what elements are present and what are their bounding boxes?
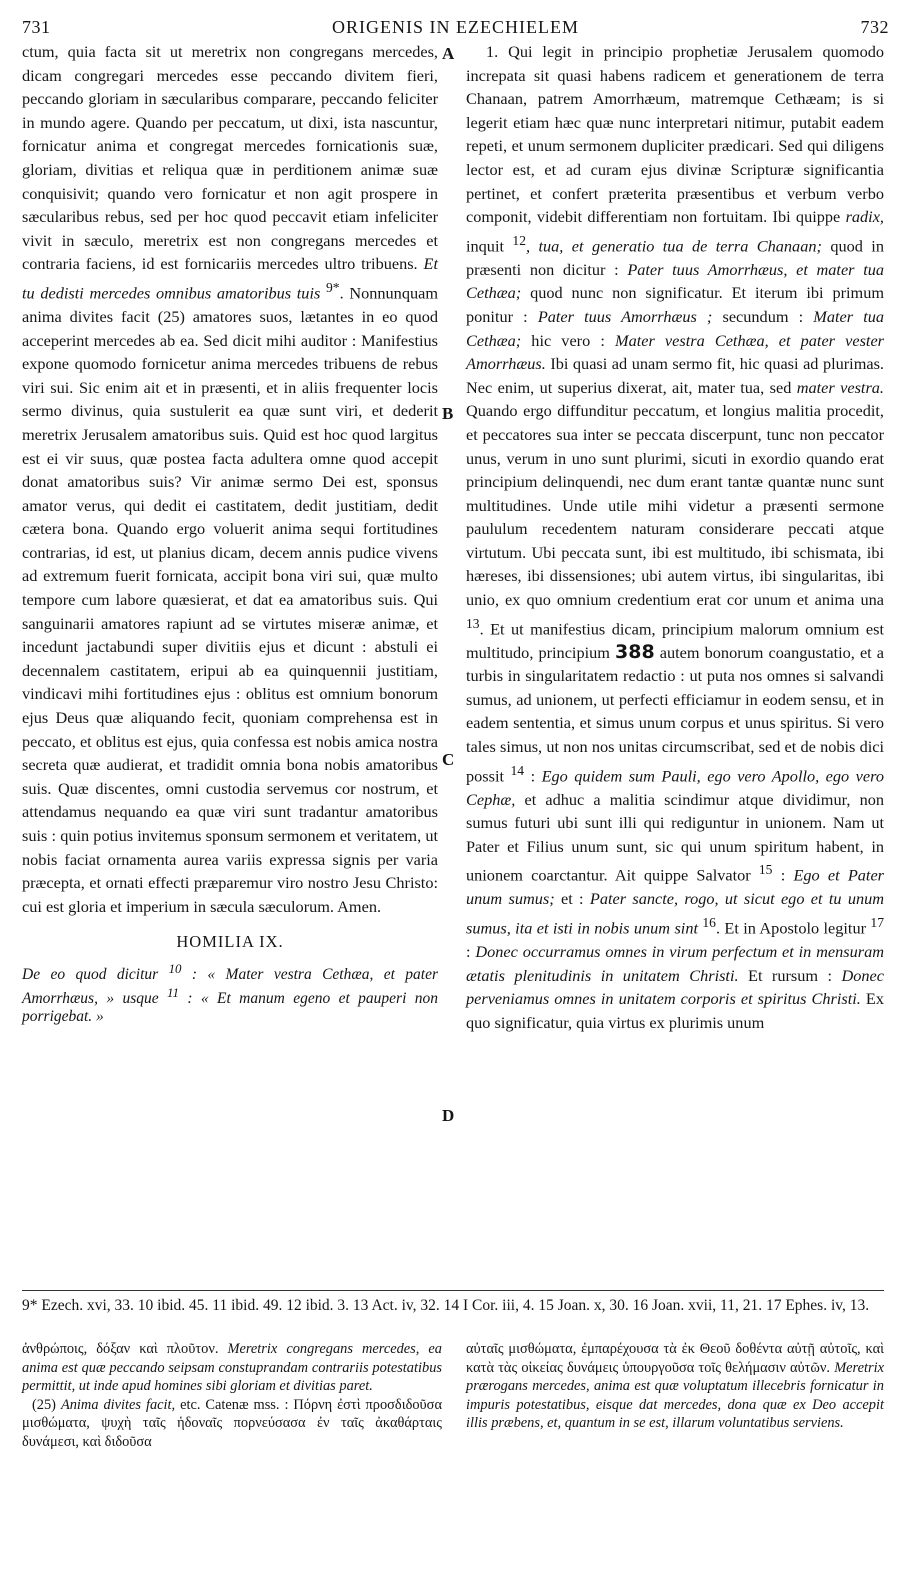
footnote-rule [22,1290,884,1291]
homily-title: HOMILIA IX. [176,932,284,952]
running-title: ORIGENIS IN EZECHIELEM [332,16,579,37]
footnote-ref: 17 [870,915,884,931]
margin-letter-b: B [442,404,454,423]
footnotes: 9* Ezech. xvi, 33. 10 ibid. 45. 11 ibid. 49. 12 ibid. 3. 13 Act. iv, 32. 14 I Cor. iii, 4. 15 Joan. x, 30. 16 Joan. xvii, 11, 21. 17 Ephes. iv, 13. [22,1297,870,1314]
column-number-388: 388 [615,640,655,663]
homily-subtitle: De eo quod dicitur $^{10}$ : « Mater vestra Cethæa, et pater Amorrhæus, » usque $^{11}$ : « Et manum egeno et pauperi non porrigebat. » [22,960,439,1026]
left-paragraph: ctum, quia facta sit ut meretrix non congregans mercedes, dicam congregari mercedes esse peccando divitem fieri, peccando gloriam in sæcularibus comparare, peccando feliciter in mundo agere. Quando per peccatum, ut dixi, ista nascuntur, fornicatur anima et congregat mercedes fornicationis suæ, gloriam, divitias et reliqua quæ in perditionem animæ suæ conquisivit; quando vero fornicatur et non agit prospere in sæcularibus rebus, sed per hoc quod peccavit etiam infeliciter vivit in sæculo, meretrix est non congregans mercedes et contraria faciens, id est fornicariis mercedes ultro tribuens. Et tu dedisti mercedes omnibus amatoribus tuis $^{9*}$. Nonnunquam anima divites facit (25) amatores suos, lætantes in eo quod acceperint mercedes ab ea. Sed dicit mihi auditor : Manifestius expone quomodo fornicetur anima mercedes tribuens de rebus viri sui. Sic enim ait et in præsenti, et in aliis frequenter locis sermo divinus, quia sustulerit ea quæ sunt viri, et dederit meretrix Jerusalem amatoribus suis. Quid est hoc quod largitus est ei vir suus, quæ postea facta adultera omne quod accepit donat amatoribus suis? Vir animæ sermo Dei est, sponsus amator verus, qui dedit ei castitatem, dedit justitiam, dedit cætera bona. Quando ergo voluerit anima sequi fortitudines contrarias, id est, ut planius dicam, decem annis pudice vivens ad extremum fuerit fornicata, accipit bona viri sui, quæ multo tempore cum labore quæsierat, et dat ea amatoribus suis. Qui sanguinarii amatores rapiunt ad se virtutes miseræ animæ, et incedunt jactabundi super divitiis ejus et dicunt : abstuli ei decennalem castitatem, eripui ab ea quinquennii justitiam, vindicavi mihi fortitudines ejus : oblitus est omnium bonorum ejus Deus quæ aliquando fecit, quoniam comprehensa est in peccato, et oblitus est ejus, quia confessa est nobis amica nostra secreta quæ audierat, et tradidit omnia bona nobis amatoribus suis. Quæ discentes, omni custodia servemus cor nostrum, et attendamus nequando ea quæ viri sunt tradantur amatoribus suis : quin potius invitemus sponsum sermonem et veritatem, ut nobis faciat ornamenta aurea variis expressa signis per varia præcepta, et ornati effecti præparemur viro nostro Jesu Christo: cui est gloria et imperium in sæcula sæculorum. Amen. [22,42,438,916]
footnote-ref: 10 [168,960,182,976]
page-header [22,14,889,40]
right-column [466,40,884,1034]
footnote-ref: 14 [510,762,525,778]
margin-letter-d: D [442,1106,455,1125]
commentary-note-left: ἀνθρώποις, δόξαν καὶ πλοῦτον. Meretrix congregans mercedes, ea anima est quæ peccando seipsam constuprandam contrariis potestatibus permittit, ut inde apud homines sibi gloriam et divitias paret. (25) Anima divites facit, etc. Catenæ mss. : Πόρνη ἐστὶ προσδιδοῦσα μισθώματα, ψυχὴ ταῖς ἡδοναῖς πορνεύσασα ἐν ταῖς ἀκαθάρταις δυνάμεσι, καὶ διδοῦσα [22,1341,442,1450]
page-number-left: 731 [22,16,51,37]
margin-letter-a: A [442,44,455,63]
right-paragraph-1: 1. Qui legit in principio prophetiæ Jerusalem quomodo increpata sit quasi habens radicem et generationem de terra Chanaan, patrem Amorrhæum, matremque Cethæam; is si legerit etiam hæc quæ nunc interpretari nitimur, putabit eadem repeti, et unum sermonem dupliciter prædicari. Sed qui diligens lector est, et ad curam ejus divinæ Scripturæ significantia pertinet, et confert præterita præsentibus et verbum verbo componit, videbit differentiam non fortuitam. Ibi quippe radix, inquit $^{12}$, tua, et generatio tua de terra Chanaan; quod in præsenti non dicitur : Pater tuus Amorrhæus, et mater tua Cethæa; quod nunc non significatur. Et iterum ibi primum ponitur : Pater tuus Amorrhæus ; secundum : Mater tua Cethæa; hic vero : Mater vestra Cethæa, et pater vester Amorrhæus. Ibi quasi ad unam sermo fit, hic quasi ad plurimas. Nec enim, ut superius dixerat, ait, mater tua, sed mater vestra. Quando ergo diffunditur peccatum, et longius malitia procedit, et peccatores sua inter se peccata discerpunt, tunc non peccator unus, verum in uno sunt plurimi, sicuti in exordio quando erat principium delinquendi, nec dum erant tantæ quantæ nunc sunt multitudines. Unde utile mihi videtur a præsenti sermone paululum recedentem naturam considerare peccati atque virtutum. Ubi peccata sunt, ibi est multitudo, ibi schismata, ibi hæreses, ibi dissensiones; ubi autem virtus, ibi singularitas, ibi unio, ex quo omnium credentium erat cor unum et anima una $^{13}$. Et ut manifestius dicam, principium malorum omnium est multitudo, principium 388 autem bonorum coangustatio, et a turbis in singularitatem redactio : ut puta nos omnes si salvandi sumus, ad unionem, ut perfecti efficiamur in eodem sensu, et in eadem sententia, et simus unum corpus et unus spiritus. Si vero tales simus, ut non nos unitas circumscribat, sed et de nobis dici possit $^{14}$ : Ego quidem sum Pauli, ego vero Apollo, ego vero Cephæ, et adhuc a malitia scindimur atque dividimur, non sumus futuri ubi sunt illi qui rediguntur in unionem. Nam ut Pater et Filius unum sunt, sic qui unum spiritum habent, in unionem coarctantur. Ait quippe Salvator $^{15}$ : Ego et Pater unum sumus; et : Pater sancte, rogo, ut sicut ego et tu unum sumus, ita et isti in nobis unum sint $^{16}$. Et in Apostolo legitur $^{17}$ : Donec occurramus omnes in virum perfectum et in mensuram ætatis plenitudinis in unitatem Christi. Et rursum : Donec perveniamus omnes in unitatem corporis et spiritus Christi. Ex quo significatur, quia virtus ex plurimis unum [466,42,885,1032]
footnote-ref: 13 [466,615,480,631]
footnote-ref: 9* [326,279,340,295]
commentary-note-right: αὐταῖς μισθώματα, ἐμπαρέχουσα τὰ ἐκ Θεοῦ δοθέντα αὐτῇ αὐτοῖς, καὶ κατὰ τὰς οἰκείας δυνάμεις ὑπουργοῦσα τοῖς θελήμασιν αὐτῶν. Meretrix prærogans mercedes, anima est quæ voluptatum illecebris fornicatur in impuris potestatibus, eisque dat mercedes, dona quæ ex Deo accepit illis præbens, et, quantum in se est, illarum voluntatibus serviens. [466,1341,884,1432]
left-column [22,40,438,1026]
footnote-ref: 11 [167,985,179,1001]
margin-letter-c: C [442,750,455,769]
footnote-ref: 16 [702,915,716,931]
footnote-ref: 15 [758,862,773,878]
page-number-right: 732 [860,16,889,37]
scripture-quote: Et tu dedisti mercedes omnibus amatoribus tuis [22,254,438,303]
footnote-ref: 12 [512,232,526,248]
